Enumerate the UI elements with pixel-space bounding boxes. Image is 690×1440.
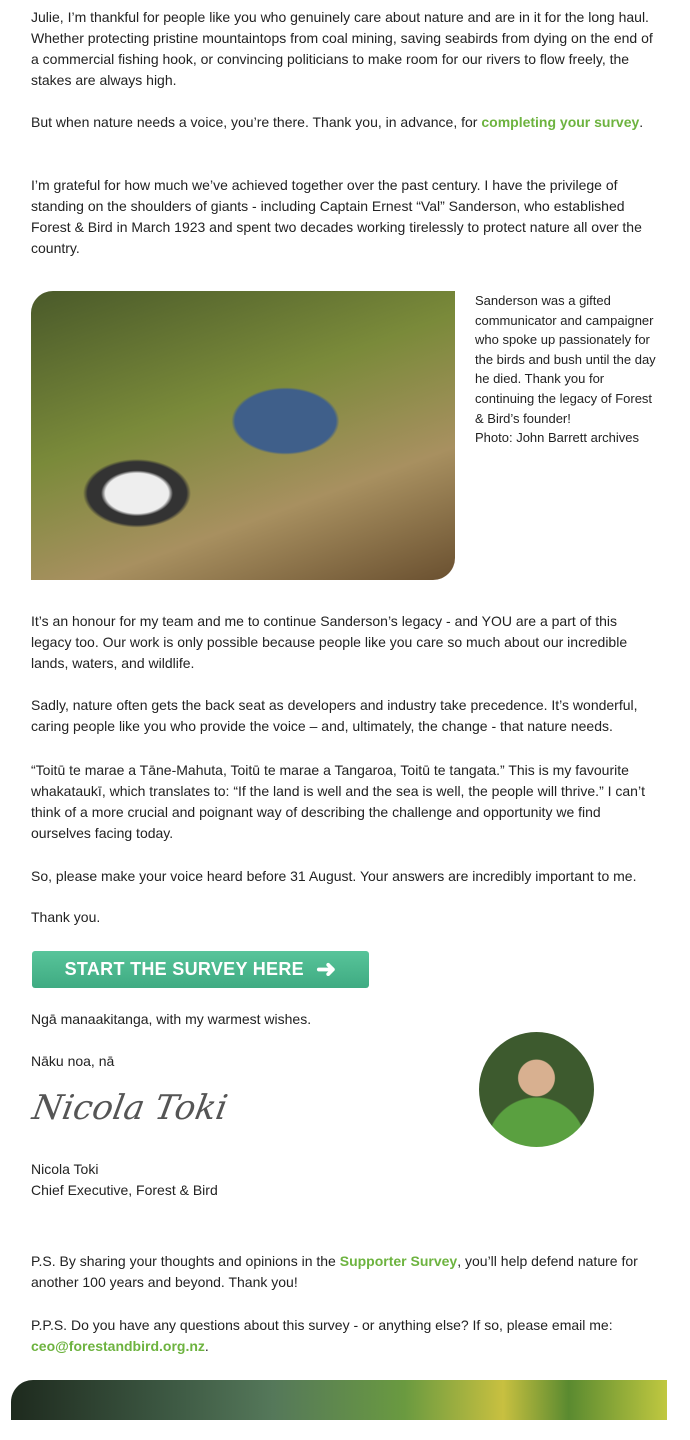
arrow-right-icon: ➜ (315, 956, 337, 983)
text: P.P.S. Do you have any questions about this survey - or anything else? If so, please email me: (31, 1317, 613, 1333)
nature-paragraph: Sadly, nature often gets the back seat as developers and industry take precedence. It’s wonderful, caring people like you who provide the voice – and, ultimately, the change - that nature needs. (31, 697, 638, 734)
survey-paragraph (31, 112, 661, 133)
legacy-paragraph: It’s an honour for my team and me to continue Sanderson’s legacy - and YOU are a part of this legacy too. Our work is only possible because people like you care so much about our incredible lands, waters, and wildlife. (31, 613, 628, 671)
text: . (204, 1338, 209, 1354)
footer-banner (11, 1380, 667, 1420)
closing-wishes: Ngā manaakitanga, with my warmest wishes. (31, 1011, 312, 1027)
deadline-paragraph: So, please make your voice heard before 31 August. Your answers are incredibly important to me. (31, 868, 637, 884)
closing-signoff: Nāku noa, nā (31, 1053, 115, 1069)
text: , you’ll help defend nature for another 100 years and beyond. Thank you! (31, 1253, 638, 1290)
ps-paragraph (31, 1251, 661, 1293)
supporter-survey-link[interactable]: Supporter Survey (339, 1253, 458, 1269)
sanderson-photo (31, 291, 455, 580)
text: P.S. By sharing your thoughts and opinions in the (31, 1253, 340, 1269)
ceo-email-link[interactable]: ceo@forestandbird.org.nz (31, 1338, 205, 1354)
intro-paragraph: Julie, I’m thankful for people like you who genuinely care about nature and are in it for the long haul. Whether protecting pristine mountaintops from coal mining, saving seabirds from dying on the end of a commercial fishing hook, or convincing politicians to make room for our rivers to flow freely, the stakes are always high. (31, 9, 653, 88)
author-avatar (479, 1032, 594, 1147)
text: . (639, 114, 644, 130)
text: But when nature needs a voice, you’re there. Thank you, in advance, for (31, 114, 482, 130)
thank-you: Thank you. (31, 909, 101, 925)
author-name: Nicola Toki (31, 1161, 99, 1177)
author-block (31, 1159, 661, 1201)
signature: Nicola Toki (29, 1088, 231, 1128)
whakatauki-paragraph: “Toitū te marae a Tāne-Mahuta, Toitū te marae a Tangaroa, Toitū te tangata.” This is my favourite whakataukī, which translates to: “If the land is well and the sea is well, the people will thrive.” I can’t think of a more crucial and poignant way of describing the challenge and opportunity we find ourselves facing today. (31, 762, 645, 841)
start-survey-button[interactable] (32, 951, 369, 988)
author-role: Chief Executive, Forest & Bird (31, 1182, 218, 1198)
pps-paragraph (31, 1315, 661, 1357)
photo-credit: Photo: John Barrett archives (475, 430, 640, 446)
caption-text: Sanderson was a gifted communicator and campaigner who spoke up passionately for the birds and bush until the day he died. Thank you for continuing the legacy of Forest & Bird’s founder! (475, 293, 656, 426)
button-label: START THE SURVEY HERE (64, 959, 304, 979)
completing-survey-link[interactable]: completing your survey (481, 114, 640, 130)
photo-caption (475, 291, 660, 448)
history-paragraph: I’m grateful for how much we’ve achieved together over the past century. I have the privilege of standing on the shoulders of giants - including Captain Ernest “Val” Sanderson, who established Forest & Bird in March 1923 and spent two decades working tirelessly to protect nature all over the country. (31, 177, 642, 256)
